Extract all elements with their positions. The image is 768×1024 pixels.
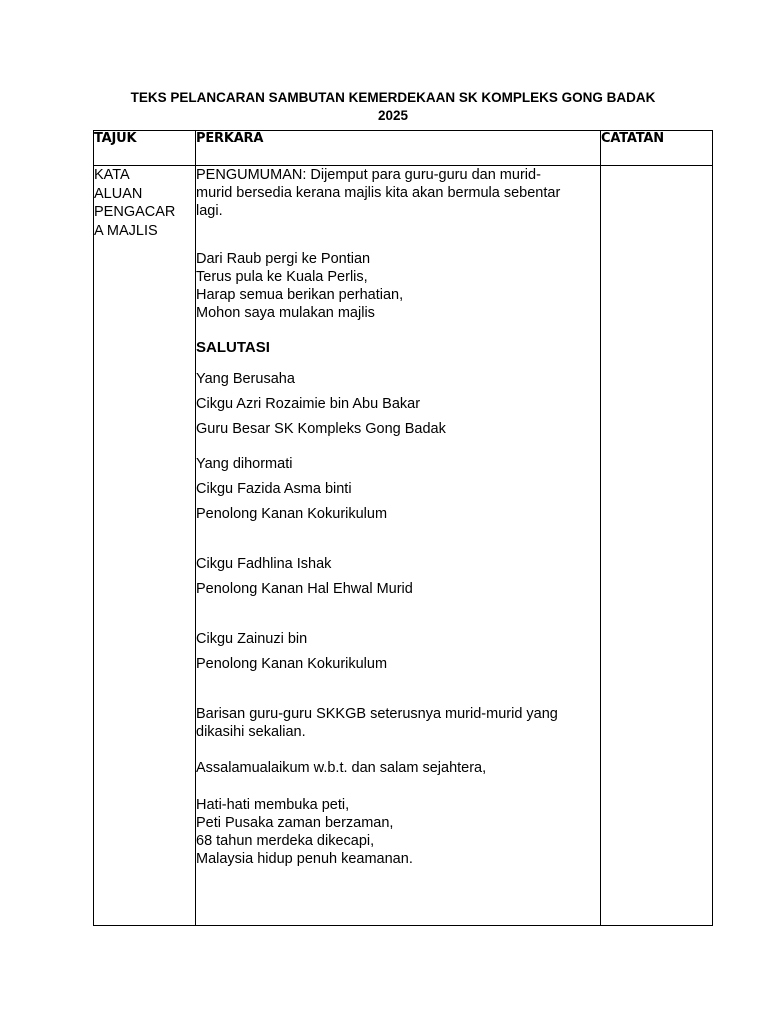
announcement-line: PENGUMUMAN: Dijemput para guru-guru dan murid- (196, 167, 541, 183)
pantun-line: Harap semua berikan perhatian, (196, 287, 404, 303)
tajuk-cell (94, 166, 196, 926)
tajuk-line: PENGACAR (94, 204, 176, 220)
greeting-line: Cikgu Zainuzi bin (196, 631, 308, 647)
greeting-pk-kokurikulum-1 (196, 452, 600, 527)
table-header-row (94, 131, 713, 166)
catatan-cell (601, 166, 713, 926)
pantun-line: Malaysia hidup penuh keamanan. (196, 851, 413, 867)
tajuk-line: A MAJLIS (94, 222, 158, 239)
perkara-cell (196, 166, 601, 926)
announcement-line: murid bersedia kerana majlis kita akan bermula sebentar (196, 185, 561, 201)
tajuk-line: KATA (94, 167, 130, 183)
barisan-line: Barisan guru-guru SKKGB seterusnya murid-murid yang (196, 706, 558, 722)
pantun-line: Dari Raub pergi ke Pontian (196, 251, 371, 267)
greeting-line: Cikgu Azri Rozaimie bin Abu Bakar (196, 396, 421, 412)
greeting-line: Yang Berusaha (196, 371, 295, 387)
document-title (93, 89, 693, 125)
tajuk-line: ALUAN (94, 185, 143, 202)
pantun-line: Terus pula ke Kuala Perlis, (196, 269, 368, 285)
greeting-pk-kokurikulum-2 (196, 627, 600, 677)
greeting-line: Penolong Kanan Kokurikulum (196, 656, 388, 672)
header-catatan: CATATAN (601, 131, 713, 166)
pantun-line: 68 tahun merdeka dikecapi, (196, 833, 375, 849)
greeting-line: Yang dihormati (196, 456, 293, 472)
script-table (93, 130, 713, 926)
salam-line: Assalamualaikum w.b.t. dan salam sejahtera, (196, 760, 487, 776)
closing-pantun (196, 796, 600, 868)
announcement (196, 166, 600, 220)
greeting-line: Penolong Kanan Hal Ehwal Murid (196, 581, 413, 597)
opening-pantun (196, 250, 600, 322)
greeting-line: Cikgu Fazida Asma binti (196, 481, 352, 497)
greeting-pk-hem (196, 552, 600, 602)
pantun-line: Mohon saya mulakan majlis (196, 305, 375, 321)
barisan-line: dikasihi sekalian. (196, 724, 306, 740)
pantun-line: Peti Pusaka zaman berzaman, (196, 815, 394, 831)
title-line-1: TEKS PELANCARAN SAMBUTAN KEMERDEKAAN SK KOMPLEKS GONG BADAK (130, 90, 656, 105)
barisan-guru (196, 705, 600, 741)
header-tajuk: TAJUK (94, 131, 196, 166)
pantun-line: Hati-hati membuka peti, (196, 797, 350, 813)
salutation-heading: SALUTASI (196, 339, 270, 356)
greeting-guru-besar (196, 367, 600, 442)
greeting-line: Penolong Kanan Kokurikulum (196, 506, 388, 522)
title-line-2: 2025 (377, 108, 409, 123)
greeting-line: Cikgu Fadhlina Ishak (196, 556, 332, 572)
greeting-line: Guru Besar SK Kompleks Gong Badak (196, 421, 446, 437)
table-row (94, 166, 713, 926)
announcement-line: lagi. (196, 203, 223, 219)
header-perkara: PERKARA (196, 131, 601, 166)
